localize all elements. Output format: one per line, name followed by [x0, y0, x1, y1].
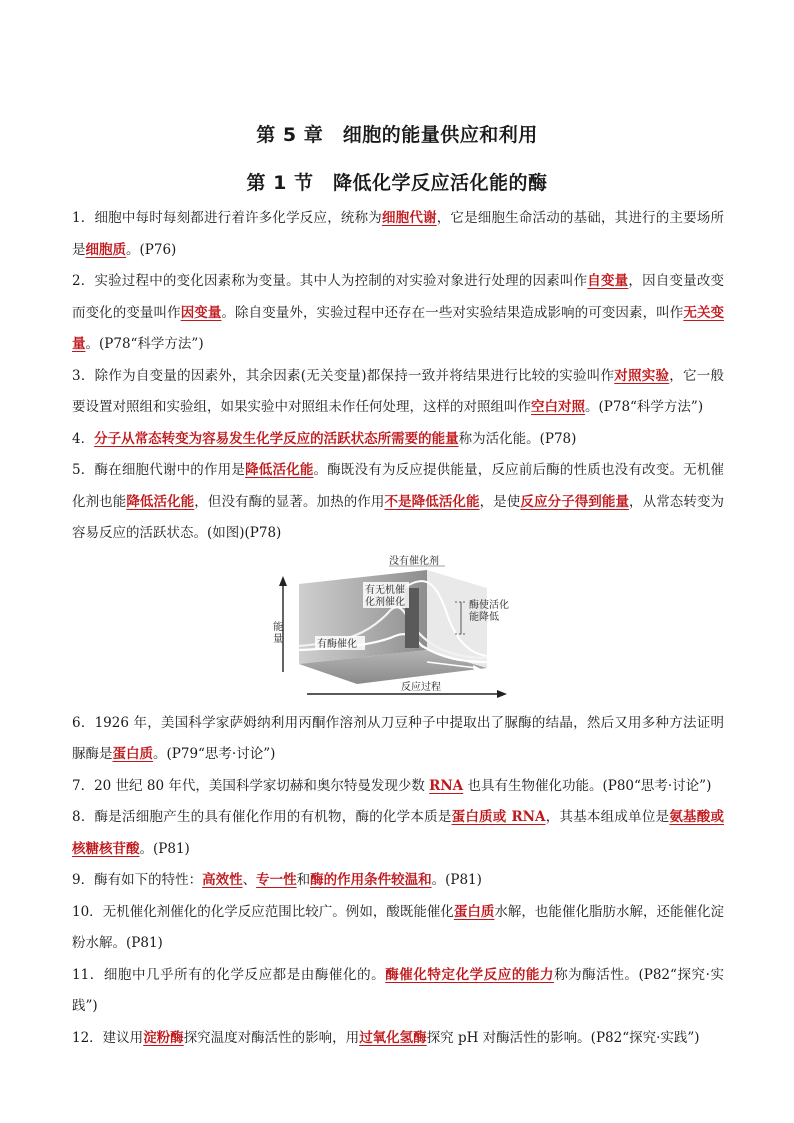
knowledge-point [72, 1023, 724, 1055]
point-text: 10．无机催化剂催化的化学反应范围比较广。例如，酸既能催化 [72, 903, 454, 920]
answer-highlight: 酶催化特定化学反应的能力 [385, 966, 555, 983]
point-text: 称为活化能。(P78) [458, 430, 577, 447]
answer-highlight: 自变量 [587, 273, 629, 289]
label-y-2: 量 [273, 633, 283, 645]
answer-highlight: 专一性 [256, 872, 297, 888]
label-y-1: 能 [273, 621, 283, 633]
label-no-catalyst: 没有催化剂 [389, 555, 439, 567]
answer-highlight: RNA [429, 777, 464, 794]
point-text: 。(P76) [126, 241, 177, 258]
answer-highlight: 蛋白质或 RNA [451, 809, 546, 825]
x-axis-arrow-icon [497, 690, 507, 698]
point-text: 5．酶在细胞代谢中的作用是 [72, 462, 246, 478]
point-text: 6．1926 年，美国科学家萨姆纳利用丙酮作溶剂从刀豆种子中提取出了脲酶的结晶，然后又用多种方法证明脲酶是 [72, 714, 724, 762]
point-text: 探究温度对酶活性的影响，用 [183, 1029, 360, 1046]
knowledge-point [72, 361, 724, 424]
y-axis-arrow-icon [279, 576, 287, 586]
label-inorganic-line2: 化剂催化 [365, 596, 405, 608]
answer-highlight: 空白对照 [531, 399, 585, 415]
point-text: 。(P79“思考·讨论”) [153, 746, 276, 762]
knowledge-point [72, 771, 724, 803]
point-text: 3．除作为自变量的因素外，其余因素(无关变量)都保持一致并将结果进行比较的实验叫作 [72, 367, 615, 384]
point-text: 。(P78“科学方法”) [585, 399, 704, 415]
point-text: 。(P81) [431, 872, 482, 888]
answer-highlight: 高效性 [202, 872, 243, 888]
point-text: ，它一般要设置对照组和实验组，如果实验中对照组未作任何处理，这样的对照组叫作 [72, 367, 725, 415]
label-x-axis: 反应过程 [401, 681, 441, 693]
point-text: 9．酶有如下的特性： [72, 872, 203, 888]
answer-highlight: 酶的作用条件较温和 [310, 872, 432, 888]
knowledge-point [72, 865, 724, 897]
point-text: 。除自变量外，实验过程中还存在一些对实验结果造成影响的可变因素，叫作 [221, 304, 684, 321]
knowledge-points-list [72, 203, 724, 1054]
label-reduce-line2: 能降低 [469, 611, 499, 623]
knowledge-point [72, 266, 724, 361]
point-text: 。(P78“科学方法”) [85, 336, 204, 352]
point-text: 12．建议用 [72, 1029, 144, 1046]
answer-highlight: 氨基酸或核糖核苷酸 [72, 809, 725, 857]
point-text: 探究 pH 对酶活性的影响。(P82“探究·实践”) [426, 1029, 700, 1046]
point-text: 4． [72, 430, 95, 447]
point-text: 、 [242, 872, 257, 888]
knowledge-point [72, 455, 724, 550]
answer-highlight: 分子从常态转变为容易发生化学反应的活跃状态所需要的能量 [94, 430, 459, 447]
knowledge-point [72, 802, 724, 865]
answer-highlight: 反应分子得到能量 [520, 493, 630, 510]
point-text: ，是使 [479, 493, 521, 510]
answer-highlight: 降低活化能 [245, 462, 314, 478]
section-title: 第 1 节 降低化学反应活化能的酶 [246, 172, 548, 194]
label-inorganic-line1: 有无机催 [365, 584, 405, 596]
answer-highlight: 不是降低活化能 [384, 493, 480, 510]
answer-highlight: 蛋白质 [112, 746, 153, 762]
chapter-title: 第 5 章 细胞的能量供应和利用 [256, 124, 538, 146]
knowledge-point [72, 424, 724, 456]
answer-highlight: 降低活化能 [126, 493, 195, 510]
knowledge-point [72, 708, 724, 771]
point-text: 称为酶活性。(P82“探究·实践”) [72, 966, 724, 1014]
answer-highlight: 对照实验 [614, 367, 670, 384]
point-text: 也具有生物催化功能。(P80“思考·讨论”) [463, 777, 712, 794]
answer-highlight: 因变量 [180, 304, 222, 321]
answer-highlight: 细胞质 [85, 241, 126, 258]
point-text: ，但没有酶的显著。加热的作用 [194, 493, 385, 510]
point-text: 11．细胞中几乎所有的化学反应都是由酶催化的。 [72, 966, 386, 983]
answer-highlight: 淀粉酶 [143, 1029, 184, 1046]
point-text: 7．20 世纪 80 年代，美国科学家切赫和奥尔特曼发现少数 [72, 777, 430, 794]
activation-energy-diagram [273, 554, 527, 702]
answer-highlight: 无关变量 [72, 304, 725, 352]
point-text: 。(P81) [139, 840, 190, 857]
point-text: 。酶既没有为反应提供能量，反应前后酶的性质也没有改变。无机催化剂也能 [72, 462, 725, 510]
activation-energy-figure [72, 554, 724, 702]
point-text: 1．细胞中每时每刻都进行着许多化学反应，统称为 [72, 210, 382, 226]
knowledge-point [72, 897, 724, 960]
point-text: 水解，也能催化脂肪水解，还能催化淀粉水解。(P81) [72, 903, 725, 951]
answer-highlight: 细胞代谢 [381, 210, 437, 226]
point-text: ，其基本组成单位是 [545, 809, 670, 825]
answer-highlight: 蛋白质 [453, 903, 495, 920]
point-text: ，因自变量改变而变化的变量叫作 [72, 273, 725, 321]
label-enzyme: 有酶催化 [317, 638, 357, 650]
point-text: 2．实验过程中的变化因素称为变量。其中人为控制的对实验对象进行处理的因素叫作 [72, 273, 588, 289]
knowledge-point [72, 203, 724, 266]
point-text: 8．酶是活细胞产生的具有催化作用的有机物，酶的化学本质是 [72, 809, 452, 825]
point-text: ，从常态转变为容易反应的活跃状态。(如图)(P78) [72, 493, 725, 541]
knowledge-point [72, 960, 724, 1023]
label-reduce-line1: 酶使活化 [469, 599, 509, 611]
answer-highlight: 过氧化氢酶 [359, 1029, 427, 1046]
point-text: 和 [296, 872, 311, 888]
point-text: ，它是细胞生命活动的基础，其进行的主要场所是 [72, 210, 725, 258]
